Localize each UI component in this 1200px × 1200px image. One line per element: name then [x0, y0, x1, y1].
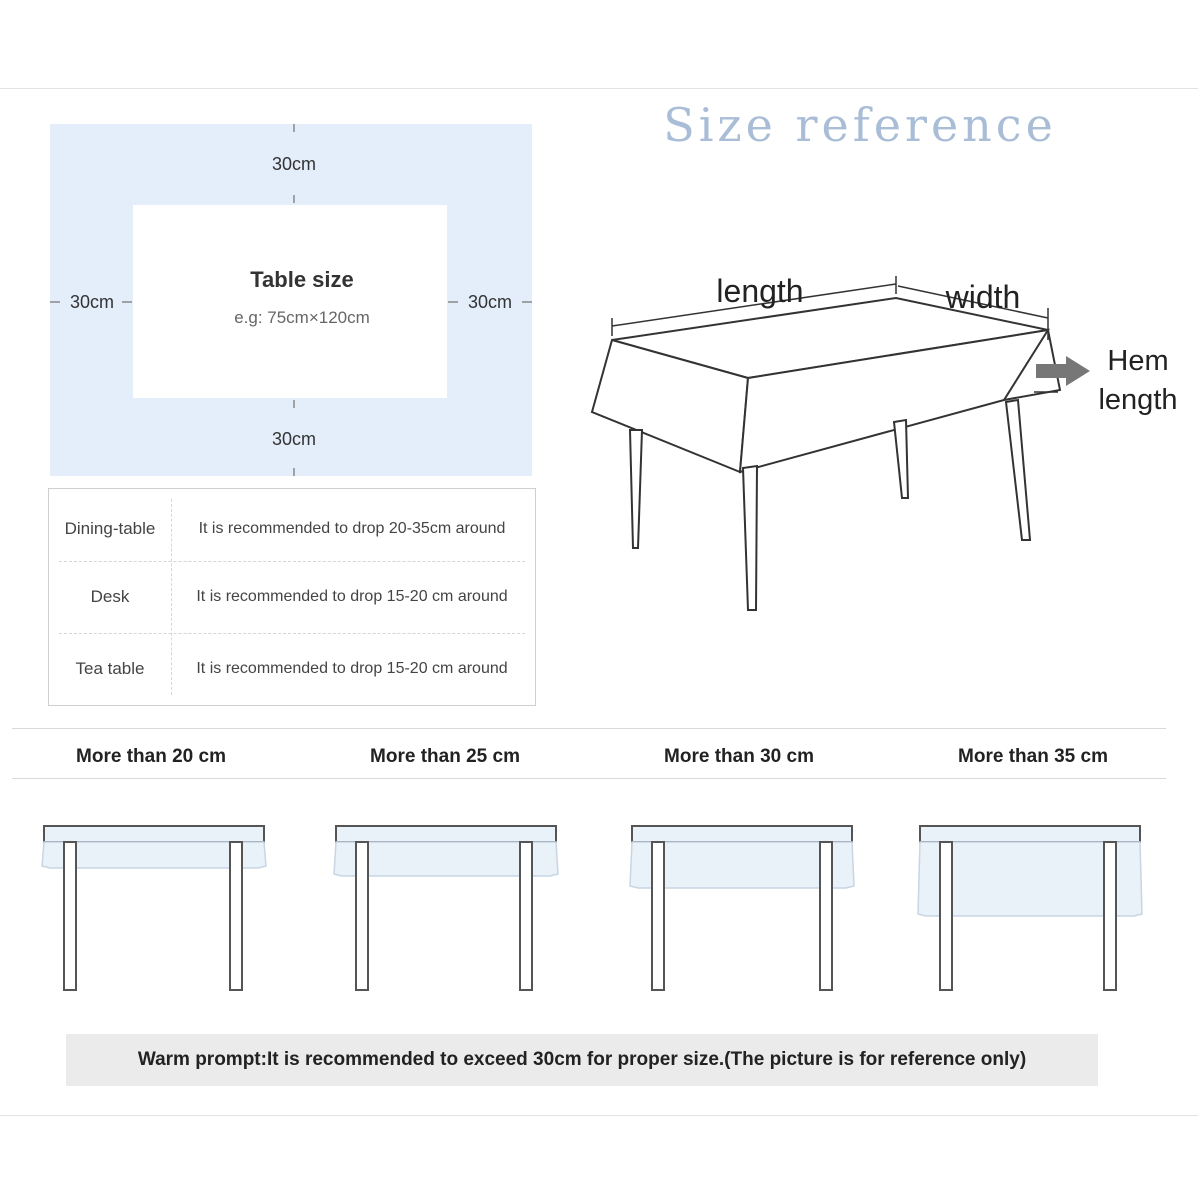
section-divider-top: [12, 728, 1166, 729]
hem-label-line1: Hem: [1107, 345, 1169, 377]
width-label: width: [945, 279, 1021, 315]
cloth-top: [632, 826, 852, 842]
drop-label-25: More than 25 cm: [370, 746, 520, 767]
drop-label-35: More than 35 cm: [958, 746, 1108, 767]
table-size-label: Table size: [250, 267, 354, 292]
leg-right: [520, 842, 532, 990]
leg-back-left: [894, 420, 908, 498]
length-label: length: [716, 273, 804, 309]
leg-left: [356, 842, 368, 990]
page-title: Size reference: [663, 98, 1057, 152]
leg-front-right: [743, 466, 757, 610]
drop-recommendation: It is recommended to drop 15-20 cm around: [196, 660, 508, 677]
leg-left: [652, 842, 664, 990]
drop-example-2: [334, 826, 558, 990]
leg-back-right: [1006, 400, 1030, 540]
table-row: [49, 561, 535, 633]
drop-example-1: [42, 826, 266, 990]
table-size-example: e.g: 75cm×120cm: [234, 308, 370, 327]
table-type: Dining-table: [64, 519, 156, 538]
recommendation-table: [48, 488, 536, 706]
leg-right: [1104, 842, 1116, 990]
overhang-top-label: 30cm: [271, 154, 317, 174]
cloth-top: [920, 826, 1140, 842]
drop-example-3: [630, 826, 854, 990]
cloth-top: [44, 826, 264, 842]
leg-front-left: [630, 430, 642, 548]
leg-right: [230, 842, 242, 990]
overhang-left-label: 30cm: [69, 292, 115, 312]
drop-example-4: [918, 826, 1142, 990]
leg-left: [64, 842, 76, 990]
table-top-area: [133, 205, 447, 398]
overhang-diagram: [50, 124, 532, 476]
leg-left: [940, 842, 952, 990]
hem-label-line2: length: [1098, 384, 1178, 416]
drop-label-30: More than 30 cm: [664, 746, 814, 767]
table-row: [49, 493, 535, 565]
leg-right: [820, 842, 832, 990]
overhang-bottom-label: 30cm: [271, 429, 317, 449]
overhang-right-label: 30cm: [467, 292, 513, 312]
section-divider-bottom: [12, 778, 1166, 779]
warm-prompt: [66, 1034, 1098, 1086]
drop-recommendation: It is recommended to drop 20-35cm around: [198, 520, 506, 537]
table-type: Desk: [90, 587, 130, 606]
table-type: Tea table: [75, 659, 145, 678]
hem-arrow-icon: [1036, 356, 1090, 386]
warm-prompt-text: Warm prompt:It is recommended to exceed 30cm for proper size.(The picture is for reference only): [137, 1049, 1027, 1070]
table-perspective-drawing: [592, 276, 1060, 610]
cloth-top: [336, 826, 556, 842]
drop-label-20: More than 20 cm: [76, 746, 226, 767]
table-row: [49, 633, 535, 705]
drop-recommendation: It is recommended to drop 15-20 cm around: [196, 588, 508, 605]
